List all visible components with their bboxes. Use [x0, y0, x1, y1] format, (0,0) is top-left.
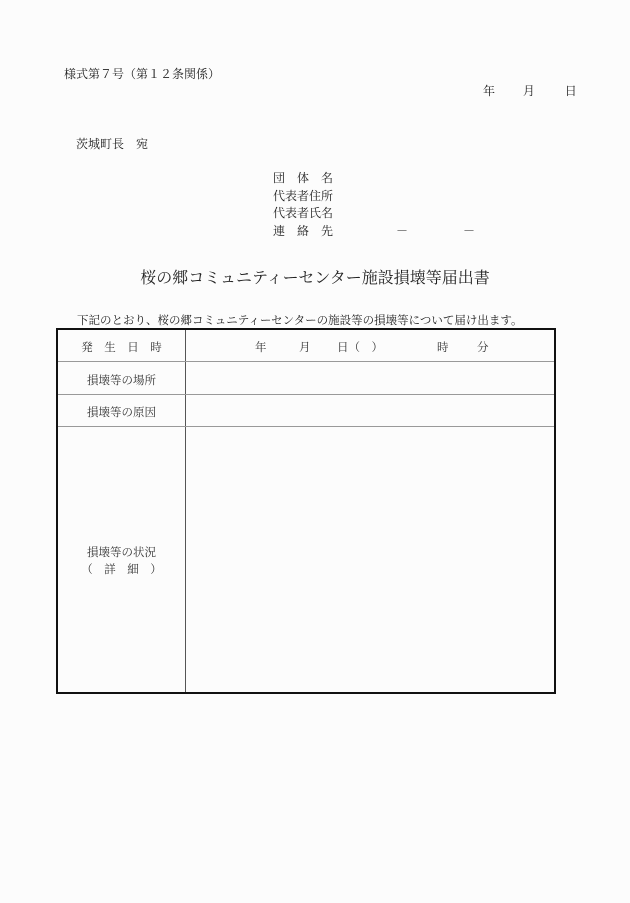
- dt-minute-label: 分: [477, 340, 489, 354]
- damage-condition-label-line2: （ 詳 細 ）: [81, 562, 162, 576]
- damage-condition-label-line1: 損壊等の状況: [87, 545, 156, 559]
- intro-text: 下記のとおり、桜の郷コミュニティーセンターの施設等の損壊等について届け出ます。: [77, 313, 523, 327]
- damage-report-table: [56, 328, 556, 694]
- dt-hour-label: 時: [437, 340, 449, 354]
- submission-date: [483, 82, 577, 99]
- applicant-block: [273, 170, 476, 240]
- date-year-label: 年: [483, 84, 496, 98]
- group-name-label: 団 体 名: [273, 171, 334, 185]
- damage-location-field[interactable]: [186, 362, 554, 394]
- rep-address-label: 代表者住所: [273, 188, 334, 203]
- date-month-label: 月: [522, 84, 535, 98]
- damage-cause-field[interactable]: [186, 395, 554, 426]
- occurrence-datetime-label: 発 生 日 時: [81, 340, 162, 354]
- contact-label: 連 絡 先: [273, 223, 334, 238]
- dt-year-label: 年: [255, 340, 267, 354]
- contact-row: [273, 223, 476, 241]
- damage-condition-field[interactable]: [186, 427, 554, 692]
- form-number: 様式第７号（第１２条関係）: [64, 67, 221, 81]
- contact-separator-2: －: [463, 223, 476, 238]
- damage-cause-label: 損壊等の原因: [87, 405, 156, 419]
- contact-separator-1: －: [396, 223, 409, 238]
- document-title: 桜の郷コミュニティーセンター施設損壊等届出書: [140, 268, 490, 287]
- addressee: 茨城町長 宛: [76, 137, 149, 151]
- occurrence-datetime-field[interactable]: [186, 339, 554, 355]
- damage-condition-label: [58, 544, 185, 578]
- date-day-label: 日: [564, 84, 577, 98]
- dt-day-label: 日（ ）: [337, 340, 383, 354]
- damage-location-label: 損壊等の場所: [87, 373, 156, 387]
- rep-name-label: 代表者氏名: [273, 206, 334, 220]
- dt-month-label: 月: [299, 340, 311, 354]
